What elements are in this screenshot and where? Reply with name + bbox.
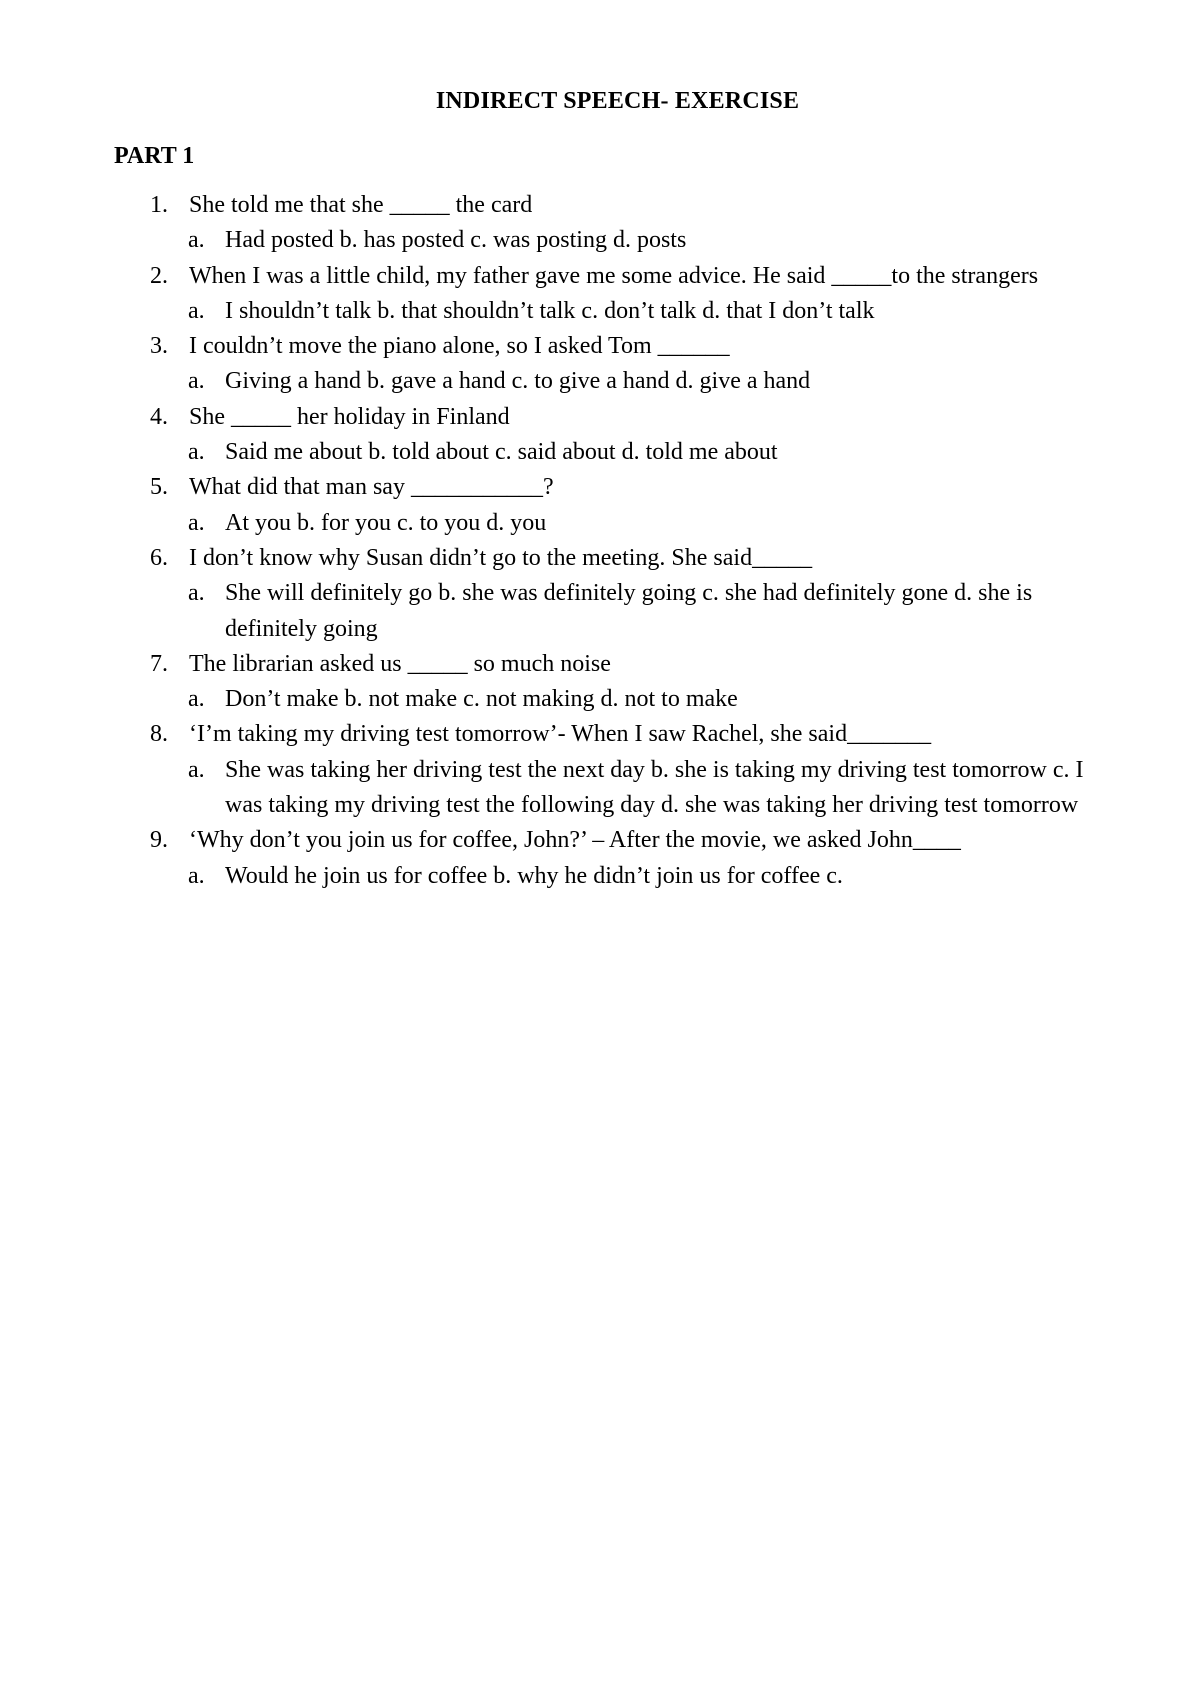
question-number: 1. — [150, 192, 168, 218]
option-letter: a. — [188, 756, 205, 783]
option-letter: a. — [188, 862, 205, 889]
option-letter: a. — [188, 509, 205, 536]
question-text: When I was a little child, my father gave me some advice. He said _____to the strangers — [189, 262, 1039, 289]
answer-options — [0, 859, 1200, 894]
question-number: 3. — [150, 333, 168, 360]
answer-options — [0, 753, 1200, 824]
options-text: Said me about b. told about c. said about d. told me about — [225, 439, 778, 466]
question-item — [0, 188, 1200, 223]
question-number: 5. — [150, 474, 168, 501]
question-text: ‘I’m taking my driving test tomorrow’- When I saw Rachel, she said_______ — [189, 721, 932, 748]
question-number: 4. — [150, 403, 168, 430]
question-text: The librarian asked us _____ so much noise — [189, 650, 611, 677]
options-text: She was taking her driving test the next day b. she is taking my driving test tomorrow c. I was taking my driving test the following day d. she was taking her driving test tomorrow — [225, 756, 1084, 819]
options-text: Giving a hand b. gave a hand c. to give a hand d. give a hand — [225, 368, 811, 395]
question-text: What did that man say ___________? — [189, 474, 554, 501]
question-item — [0, 400, 1200, 435]
answer-options — [0, 364, 1200, 399]
question-item — [0, 823, 1200, 858]
question-number: 6. — [150, 544, 168, 571]
answer-options — [0, 435, 1200, 470]
answer-options — [0, 506, 1200, 541]
option-letter: a. — [188, 686, 205, 713]
answer-options — [0, 223, 1200, 258]
question-number: 7. — [150, 650, 168, 677]
question-item — [0, 647, 1200, 682]
question-text: ‘Why don’t you join us for coffee, John?’ – After the movie, we asked John____ — [189, 827, 961, 854]
question-number: 8. — [150, 721, 168, 748]
question-text: She told me that she _____ the card — [189, 192, 533, 218]
answer-options — [0, 576, 1200, 647]
options-text: Don’t make b. not make c. not making d. not to make — [225, 686, 738, 713]
option-letter: a. — [188, 297, 205, 324]
option-letter: a. — [188, 439, 205, 466]
question-text: She _____ her holiday in Finland — [189, 403, 510, 430]
answer-options — [0, 294, 1200, 329]
options-text: Had posted b. has posted c. was posting d. posts — [225, 227, 687, 254]
question-list — [0, 188, 1200, 894]
options-text: At you b. for you c. to you d. you — [225, 509, 547, 536]
option-letter: a. — [188, 368, 205, 395]
question-number: 2. — [150, 262, 168, 289]
question-item — [0, 717, 1200, 752]
options-text: Would he join us for coffee b. why he didn’t join us for coffee c. — [225, 862, 843, 889]
option-letter: a. — [188, 227, 205, 254]
question-text: I couldn’t move the piano alone, so I asked Tom ______ — [189, 333, 730, 360]
part-heading: PART 1 — [114, 143, 195, 169]
answer-options — [0, 682, 1200, 717]
options-text: She will definitely go b. she was definitely going c. she had definitely gone d. she is definitely going — [225, 580, 1033, 642]
question-item — [0, 541, 1200, 576]
question-item — [0, 329, 1200, 364]
question-number: 9. — [150, 827, 168, 854]
options-text: I shouldn’t talk b. that shouldn’t talk c. don’t talk d. that I don’t talk — [225, 297, 875, 324]
question-item — [0, 259, 1200, 294]
question-item — [0, 470, 1200, 505]
document-title: INDIRECT SPEECH- EXERCISE — [435, 88, 800, 114]
question-text: I don’t know why Susan didn’t go to the meeting. She said_____ — [189, 544, 813, 571]
option-letter: a. — [188, 580, 205, 607]
